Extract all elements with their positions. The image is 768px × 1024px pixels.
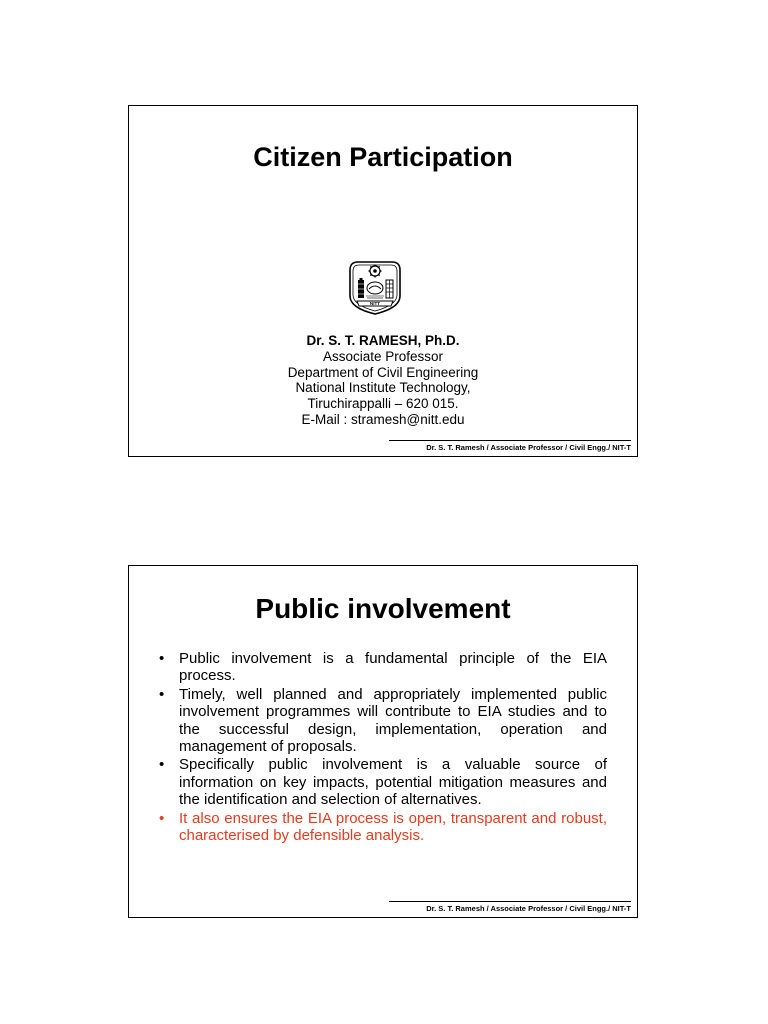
bullet-list	[155, 650, 607, 845]
author-institute: National Institute Technology,	[295, 380, 471, 396]
author-details	[129, 333, 637, 428]
slide-footer: Dr. S. T. Ramesh / Associate Professor / Civil Engg./ NIT-T	[389, 440, 631, 452]
author-position: Associate Professor	[322, 348, 444, 364]
bullet-marker: •	[159, 809, 165, 827]
bullet-text: Public involvement is a fundamental principle of the EIA process.	[179, 650, 607, 685]
nitt-emblem-logo	[344, 256, 406, 318]
bullet-marker: •	[159, 685, 165, 703]
bullet-item	[155, 686, 607, 756]
author-department: Department of Civil Engineering	[287, 364, 479, 380]
slide-public-involvement	[128, 565, 638, 918]
slide-title: Citizen Participation	[253, 142, 513, 172]
author-email: E-Mail : stramesh@nitt.edu	[301, 411, 465, 427]
bullet-marker: •	[159, 650, 165, 667]
svg-text:NITT: NITT	[369, 301, 381, 307]
slide-title: Public involvement	[255, 593, 511, 624]
bullet-item-highlighted	[155, 810, 607, 845]
author-city: Tiruchirappalli – 620 015.	[307, 396, 459, 412]
bullet-text: Specifically public involvement is a valuable source of information on key impacts, potential mitigation measures and the identification and selection of alternatives.	[179, 756, 607, 809]
bullet-text: Timely, well planned and appropriately implemented public involvement programmes will contribute to EIA studies and to the successful design, implementation, operation and management of proposals.	[179, 685, 607, 756]
slide-footer: Dr. S. T. Ramesh / Associate Professor / Civil Engg./ NIT-T	[389, 901, 631, 913]
bullet-item	[155, 650, 607, 685]
author-name: Dr. S. T. RAMESH, Ph.D.	[306, 333, 460, 348]
bullet-item	[155, 756, 607, 808]
bullet-text: It also ensures the EIA process is open, transparent and robust, characterised by defensible analysis.	[179, 809, 607, 845]
bullet-marker: •	[159, 756, 165, 774]
slide-citizen-participation	[128, 105, 638, 457]
